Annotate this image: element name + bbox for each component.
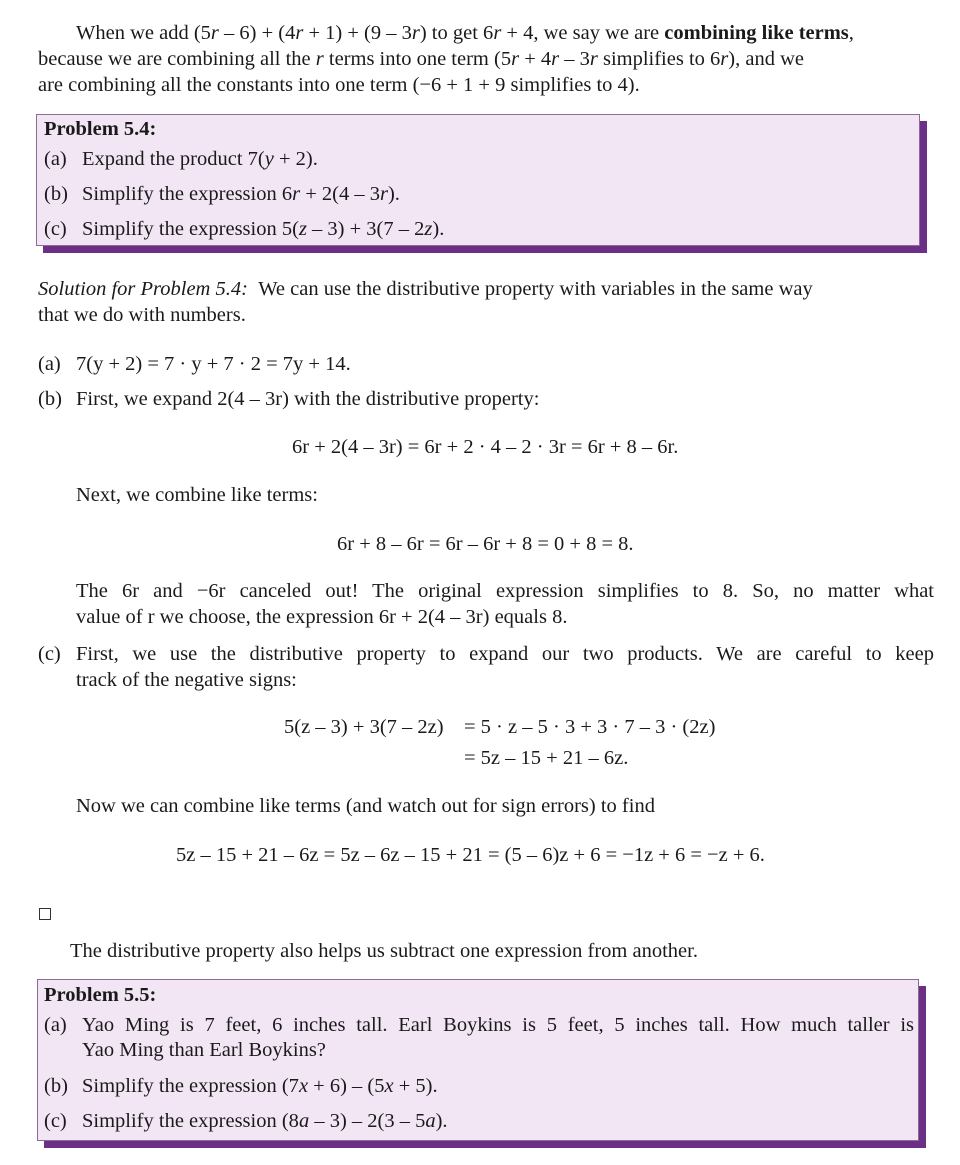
text: + 2). (273, 148, 318, 170)
text: + 1) + (9 – 3 (303, 22, 412, 44)
part-label: (a) (44, 148, 67, 170)
var: a (425, 1110, 436, 1132)
problem-5-4-title (44, 116, 156, 142)
text: ). (387, 183, 400, 205)
text: Simplify the expression (8 (82, 1110, 299, 1132)
var: r (589, 48, 598, 70)
solution-heading: Solution for Problem 5.4: (38, 278, 248, 300)
var: z (298, 218, 307, 240)
var: r (551, 48, 560, 70)
solution-part-a (38, 351, 351, 377)
problem-5-5-part-b (44, 1073, 438, 1099)
equation-c1-lhs: 5(z – 3) + 3(7 – 2z) (284, 716, 444, 738)
var: r (720, 48, 729, 70)
var: r (493, 22, 502, 44)
var: r (411, 22, 420, 44)
problem-5-5-part-a-label (44, 1012, 82, 1038)
text: – 3) + 3(7 – 2 (306, 218, 425, 240)
solution-b-next: Next, we combine like terms: (76, 484, 318, 506)
problem-5-5-part-c (44, 1108, 448, 1134)
title: Problem 5.4: (44, 118, 157, 140)
text: + 5). (393, 1075, 438, 1097)
problem-5-5-part-a-line-1: Yao Ming is 7 feet, 6 inches tall. Earl Boykins is 5 feet, 5 inches tall. How much taller is (82, 1014, 914, 1036)
part-label: (a) (44, 1014, 67, 1036)
part-label: (a) (38, 353, 61, 375)
text: ). (435, 1110, 448, 1132)
text: + 2(4 – 3 (300, 183, 380, 205)
text: + 4, we say we are (501, 22, 665, 44)
var: x (384, 1075, 394, 1097)
part-label: (c) (38, 643, 61, 665)
text: + 6) – (5 (308, 1075, 385, 1097)
text: ). (432, 218, 445, 240)
transition-text: The distributive property also helps us subtract one expression from another. (70, 940, 698, 962)
var: r (379, 183, 388, 205)
equation: 7(y + 2) = 7 · y + 7 · 2 = 7y + 14. (76, 353, 351, 375)
text: – 3) – 2(3 – 5 (309, 1110, 426, 1132)
text: + 4 (519, 48, 552, 70)
part-label: (b) (38, 388, 62, 410)
solution-c-text-1: First, we use the distributive property to expand our two products. We are careful to keep (76, 643, 934, 665)
var: z (424, 218, 433, 240)
equation-b1: 6r + 2(4 – 3r) = 6r + 2 · 4 – 2 · 3r = 6r + 8 – 6r. (292, 436, 679, 458)
text: Expand the product 7( (82, 148, 265, 170)
var: r (295, 22, 304, 44)
problem-5-4-part-b (44, 181, 400, 207)
var: y (264, 148, 274, 170)
var: r (292, 183, 301, 205)
solution-c-now: Now we can combine like terms (and watch out for sign errors) to find (76, 795, 655, 817)
text: First, we expand 2(4 – 3r) with the distributive property: (76, 388, 540, 410)
solution-part-c (38, 641, 76, 667)
text: When we add (5 (76, 22, 211, 44)
problem-5-4-part-c (44, 216, 444, 242)
problem-5-4-part-a (44, 146, 318, 172)
equation-c3: 5z – 15 + 21 – 6z = 5z – 6z – 15 + 21 = (5 – 6)z + 6 = −1z + 6 = −z + 6. (176, 844, 765, 866)
solution-intro-line-2: that we do with numbers. (38, 304, 246, 326)
var: r (210, 22, 219, 44)
problem-5-5-part-a-line-2: Yao Ming than Earl Boykins? (82, 1039, 326, 1061)
equation-c1-rhs: = 5 · z – 5 · 3 + 3 · 7 – 3 · (2z) (464, 716, 716, 738)
solution-part-b (38, 386, 539, 412)
equation-b2: 6r + 8 – 6r = 6r – 6r + 8 = 0 + 8 = 8. (337, 533, 634, 555)
part-label: (b) (44, 183, 68, 205)
text: We can use the distributive property with variables in the same way (258, 278, 813, 300)
var: x (298, 1075, 309, 1097)
text: ) to get 6 (419, 22, 494, 44)
text: – 3 (559, 48, 590, 70)
var: r (315, 48, 324, 70)
part-label: (c) (44, 218, 67, 240)
problem-5-5-title (44, 982, 156, 1008)
var: a (298, 1110, 310, 1132)
part-label: (c) (44, 1110, 67, 1132)
bold-term: combining like terms (664, 22, 849, 44)
solution-b-conclusion-1: The 6r and −6r canceled out! The original expression simplifies to 8. So, no matter what (76, 580, 934, 602)
text: – 6) + (4 (218, 22, 296, 44)
text: simplifies to 6 (597, 48, 721, 70)
text: Simplify the expression (7 (82, 1075, 299, 1097)
equation-c2-rhs: = 5z – 15 + 21 – 6z. (464, 747, 629, 769)
solution-b-conclusion-2: value of r we choose, the expression 6r + 2(4 – 3r) equals 8. (76, 606, 568, 628)
text: Simplify the expression 5( (82, 218, 299, 240)
solution-intro-line-1 (38, 276, 813, 302)
text: , (848, 22, 854, 44)
part-label: (b) (44, 1075, 68, 1097)
text: ), and we (728, 48, 804, 70)
solution-c-text-2: track of the negative signs: (76, 669, 297, 691)
var: r (511, 48, 520, 70)
text: because we are combining all the (38, 48, 316, 70)
end-of-proof-square-icon (39, 908, 51, 920)
intro-line-2 (38, 46, 804, 72)
text: terms into one term (5 (323, 48, 512, 70)
text: Simplify the expression 6 (82, 183, 293, 205)
title: Problem 5.5: (44, 984, 157, 1006)
intro-line-3: are combining all the constants into one term (−6 + 1 + 9 simplifies to 4). (38, 74, 640, 96)
intro-line-1 (76, 20, 854, 46)
